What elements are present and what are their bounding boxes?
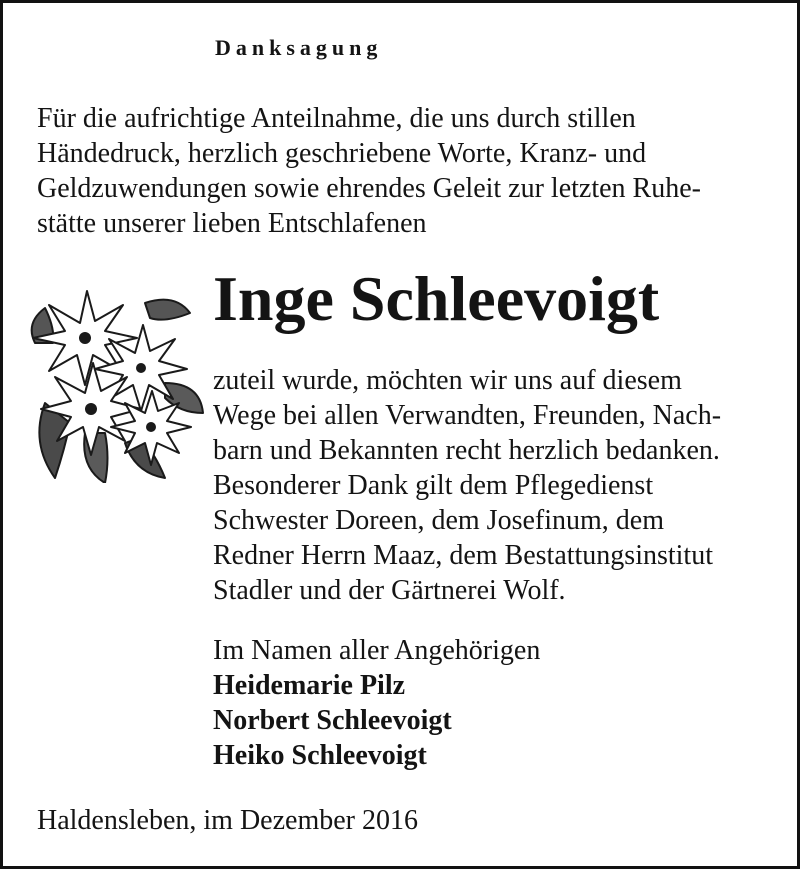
intro-line: stätte unserer lieben Entschlafenen [37,208,427,239]
notice-heading: Danksagung [215,35,383,60]
thanks-line: barn und Bekannten recht herzlich bedanken. [213,435,720,466]
deceased-name: Inge Schleevoigt [213,263,660,334]
signer-name: Heidemarie Pilz [213,670,406,701]
intro-paragraph [37,101,769,241]
intro-line: Händedruck, herzlich geschriebene Worte, Kranz- und [37,138,647,169]
intro-line: Geldzuwendungen sowie ehrendes Geleit zur letzten Ruhe- [37,173,701,204]
thanks-line: Schwester Doreen, dem Josefinum, dem [213,505,664,536]
thanks-line: Redner Herrn Maaz, dem Bestattungsinstitut [213,540,713,571]
signer-name: Heiko Schleevoigt [213,740,427,771]
intro-line: Für die aufrichtige Anteilnahme, die uns durch stillen [37,103,636,134]
place-date: Haldensleben, im Dezember 2016 [37,805,418,836]
thanks-line: Stadler und der Gärtnerei Wolf. [213,575,566,606]
closing-phrase: Im Namen aller Angehörigen [213,635,541,666]
thanks-line: Besonderer Dank gilt dem Pflegedienst [213,470,654,501]
signer-name: Norbert Schleevoigt [213,705,452,736]
closing-block [213,633,773,773]
thanks-line: zuteil wurde, möchten wir uns auf diesem [213,365,682,396]
flower-illustration-icon [25,283,205,483]
thanks-paragraph [213,363,769,608]
thanks-line: Wege bei allen Verwandten, Freunden, Nach- [213,400,722,431]
